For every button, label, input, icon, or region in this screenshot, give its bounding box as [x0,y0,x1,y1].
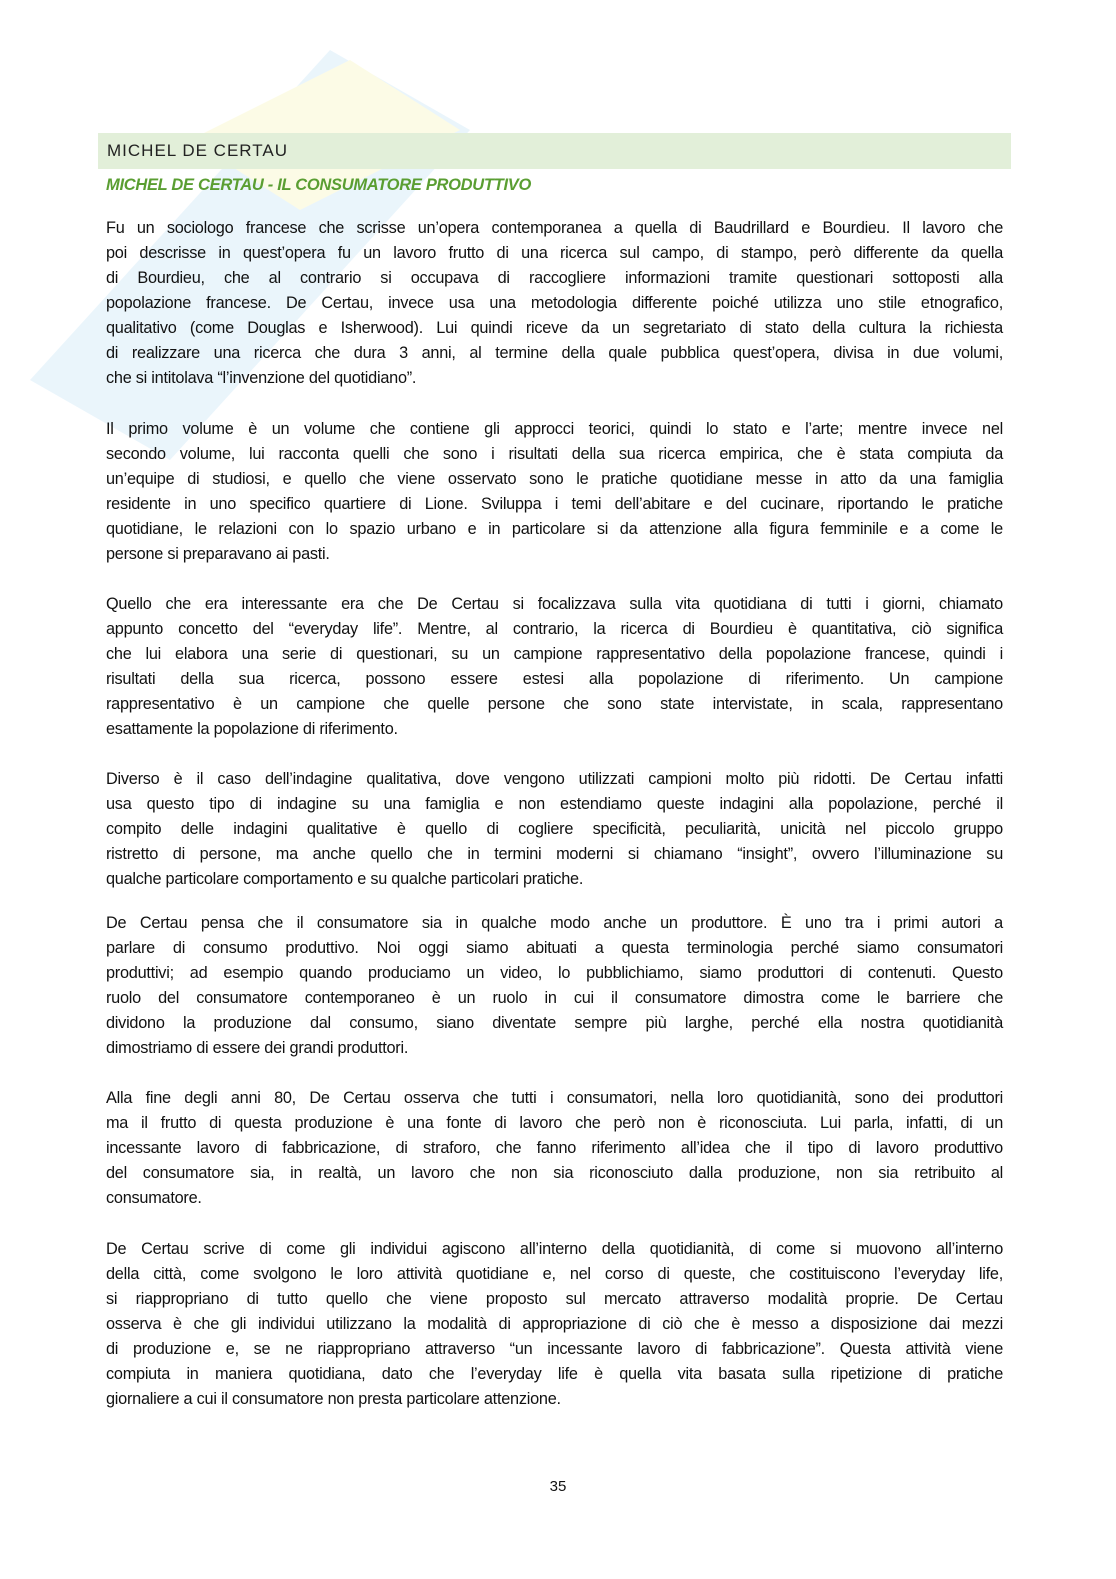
paragraph-line: De Certau scrive di come gli individui agiscono all’interno della quotidianità, di come si muovono all’interno [106,1240,1003,1258]
paragraph-line: poi descrisse in quest’opera fu un lavoro frutto di una ricerca sul campo, di stampo, però differente da quella [106,244,1003,262]
paragraph-line: persone si preparavano ai pasti. [106,545,330,563]
paragraph-line: consumatore. [106,1189,202,1207]
paragraph-line: ristretto di persone, ma anche quello che in termini moderni si chiamano “insight”, ovvero l’illuminazione su [106,845,1003,863]
paragraph-line: osserva è che gli individui utilizzano la modalità di appropriazione di ciò che è messo a disposizione dai mezzi [106,1315,1003,1333]
paragraph-line: popolazione francese. De Certau, invece usa una metodologia differente poiché utilizza uno stile etnografico, [106,294,1003,312]
paragraph-line: risultati della sua ricerca, possono essere estesi alla popolazione di riferimento. Un campione [106,670,1003,688]
paragraph-line: Quello che era interessante era che De Certau si focalizzava sulla vita quotidiana di tutti i giorni, chiamato [106,595,1003,613]
paragraph-line: un’equipe di studiosi, e quello che viene osservato sono le pratiche quotidiane messe in atto da una famiglia [106,470,1003,488]
paragraph-line: Fu un sociologo francese che scrisse un’opera contemporanea a quella di Baudrillard e Bourdieu. Il lavoro che [106,219,1003,237]
paragraph-line: produttivi; ad esempio quando produciamo un video, lo pubblichiamo, siamo produttori di contenuti. Questo [106,964,1003,982]
paragraph-line: secondo volume, lui racconta quelli che sono i risultati della sua ricerca empirica, che è stata compiuta da [106,445,1003,463]
paragraph-line: qualche particolare comportamento e su qualche particolari pratiche. [106,870,584,888]
paragraph [106,1086,1003,1211]
paragraph-line: giornaliere a cui il consumatore non presta particolare attenzione. [106,1390,561,1408]
paragraph-line: ma il frutto di questa produzione è una fonte di lavoro che però non è riconosciuta. Lui parla, infatti, di un [106,1114,1003,1132]
paragraph-line: che si intitolava “l’invenzione del quotidiano”. [106,369,417,387]
paragraph [106,417,1003,567]
paragraph-line: incessante lavoro di fabbricazione, di straforo, che fanno riferimento all’idea che il tipo di lavoro produttivo [106,1139,1003,1157]
paragraph [106,592,1003,742]
paragraph-line: Il primo volume è un volume che contiene gli approcci teorici, quindi lo stato e l’arte; mentre invece nel [106,420,1003,438]
paragraph-line: appunto concetto del “everyday life”. Mentre, al contrario, la ricerca di Bourdieu è quantitativa, ciò significa [106,620,1003,638]
paragraph-line: si riappropriano di tutto quello che viene proposto sul mercato attraverso modalità proprie. De Certau [106,1290,1003,1308]
page-number: 35 [549,1478,567,1495]
section-subheading: MICHEL DE CERTAU - IL CONSUMATORE PRODUTTIVO [106,176,531,194]
paragraph-line: compiuta in maniera quotidiana, dato che l’everyday life è quella vita basata sulla ripetizione di pratiche [106,1365,1003,1383]
paragraph-line: del consumatore sia, in realtà, un lavoro che non sia riconosciuto dalla produzione, non sia retribuito al [106,1164,1003,1182]
paragraph-line: usa questo tipo di indagine su una famiglia e non estendiamo queste indagini alla popolazione, perché il [106,795,1003,813]
paragraph [106,767,1003,892]
paragraph [106,911,1003,1061]
paragraph-line: che lui elabora una serie di questionari, su un campione rappresentativo della popolazione francese, quindi i [106,645,1003,663]
paragraph-line: quotidiane, le relazioni con lo spazio urbano e in particolare si da attenzione alla figura femminile e a come le [106,520,1003,538]
paragraph-line: De Certau pensa che il consumatore sia in qualche modo anche un produttore. È uno tra i primi autori a [106,914,1003,932]
paragraph-line: compito delle indagini qualitative è quello di cogliere specificità, peculiarità, unicità nel piccolo gruppo [106,820,1003,838]
paragraph-line: di Bourdieu, che al contrario si occupava di raccogliere informazioni tramite questionari sottoposti alla [106,269,1003,287]
paragraph-line: della città, come svolgono le loro attività quotidiane e, nel corso di queste, che costituiscono l’everyday life, [106,1265,1003,1283]
section-heading: MICHEL DE CERTAU [107,141,288,160]
paragraph-line: Diverso è il caso dell’indagine qualitativa, dove vengono utilizzati campioni molto più ridotti. De Certau infatti [106,770,1003,788]
paragraph-line: dividono la produzione dal consumo, siano diventate sempre più larghe, perché ella nostra quotidianità [106,1014,1003,1032]
paragraph-line: di realizzare una ricerca che dura 3 anni, al termine della quale pubblica quest’opera, divisa in due volumi, [106,344,1003,362]
paragraph-line: di produzione e, se ne riappropriano attraverso “un incessante lavoro di fabbricazione”. Questa attività viene [106,1340,1003,1358]
paragraph [106,216,1003,391]
paragraph [106,1237,1003,1412]
paragraph-line: rappresentativo è un campione che quelle persone che sono state intervistate, in scala, rappresentano [106,695,1003,713]
paragraph-line: parlare di consumo produttivo. Noi oggi siamo abituati a questa terminologia perché siamo consumatori [106,939,1003,957]
paragraph-line: esattamente la popolazione di riferimento. [106,720,398,738]
paragraph-line: Alla fine degli anni 80, De Certau osserva che tutti i consumatori, nella loro quotidianità, sono dei produttori [106,1089,1003,1107]
paragraph-line: residente in uno specifico quartiere di Lione. Sviluppa i temi dell’abitare e del cucinare, riportando le pratiche [106,495,1003,513]
paragraph-line: qualitativo (come Douglas e Isherwood). Lui quindi riceve da un segretariato di stato della cultura la richiesta [106,319,1003,337]
paragraph-line: ruolo del consumatore contemporaneo è un ruolo in cui il consumatore dimostra come le barriere che [106,989,1003,1007]
paragraph-line: dimostriamo di essere dei grandi produttori. [106,1039,409,1057]
